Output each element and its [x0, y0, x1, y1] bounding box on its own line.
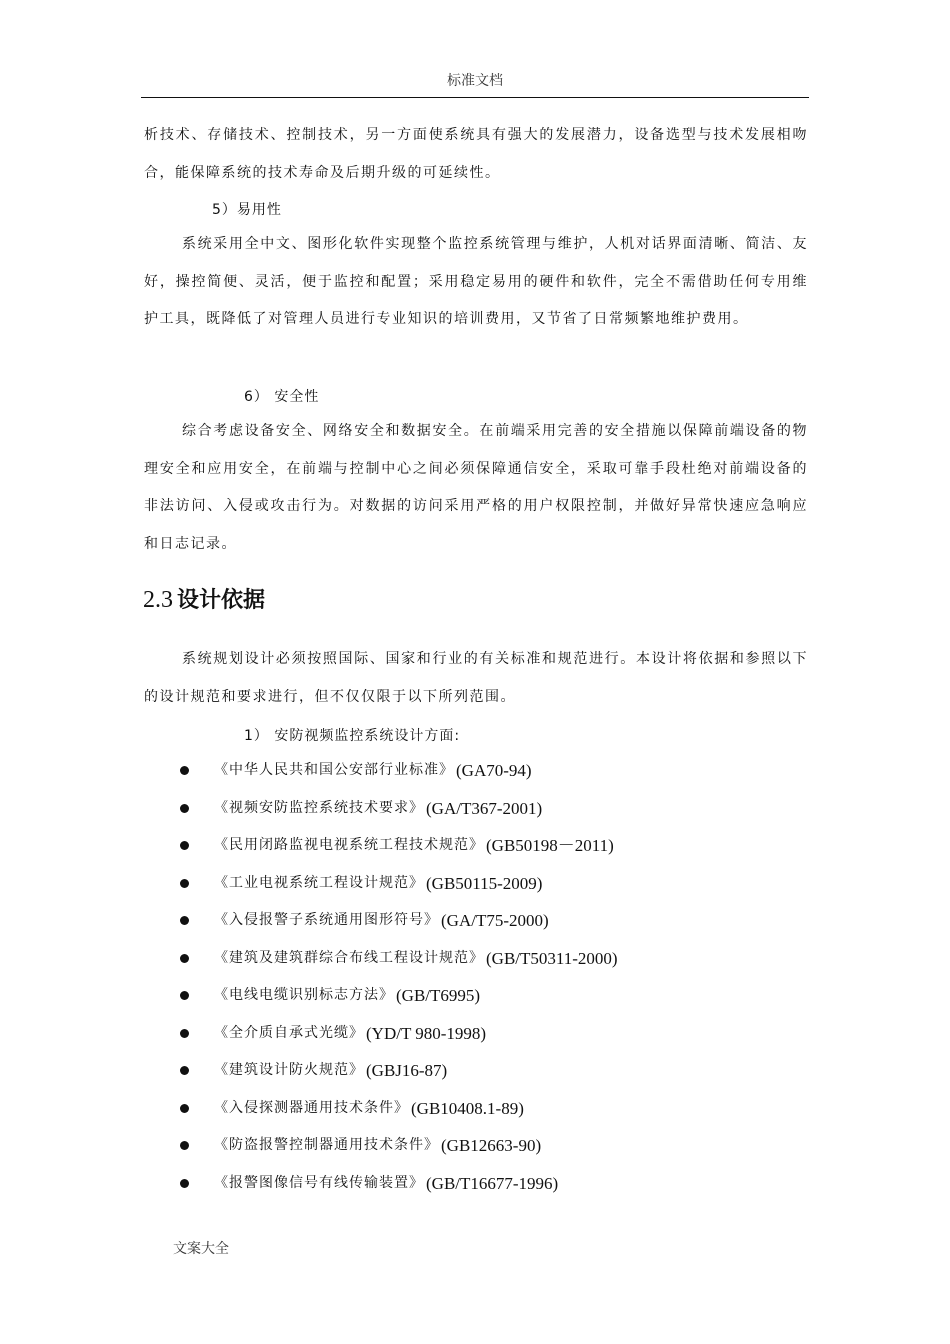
list-item: [180, 977, 618, 1015]
list-item: [180, 865, 618, 903]
standard-name: 《入侵探测器通用技术条件》: [214, 1099, 409, 1116]
standard-code: (GB50115-2009): [426, 873, 543, 893]
bullet-icon: [180, 1066, 189, 1075]
standard-name: 《建筑及建筑群综合布线工程设计规范》: [214, 949, 484, 966]
standard-code: (GB/T50311-2000): [486, 948, 618, 968]
list-item: [180, 1165, 618, 1203]
section-number: 2.3: [143, 587, 173, 613]
bullet-icon: [180, 879, 189, 888]
list-item: [180, 1052, 618, 1090]
standard-code: (GB12663-90): [441, 1136, 542, 1155]
standard-code: (GA/T75-2000): [441, 911, 549, 930]
bullet-icon: [180, 991, 189, 1000]
standard-code: (GA70-94): [456, 761, 532, 780]
bullet-icon: [180, 1029, 189, 1038]
bullet-icon: [180, 954, 189, 963]
list-item: [180, 827, 618, 865]
standard-name: 《全介质自承式光缆》: [214, 1024, 364, 1041]
section-title: 设计依据: [177, 588, 266, 613]
standard-code: (GA/T367-2001): [426, 798, 543, 818]
list-item: [180, 752, 618, 790]
standards-list: [180, 752, 618, 1202]
standard-code: (GB50198－2011): [486, 836, 614, 855]
bullet-icon: [180, 916, 189, 925]
item-5-label: 5）易用性: [212, 202, 282, 218]
subsection-1-label: 1） 安防视频监控系统设计方面:: [244, 728, 461, 744]
bullet-icon: [180, 766, 189, 775]
standard-name: 《电线电缆识别标志方法》: [214, 987, 394, 1003]
item-5-body: 系统采用全中文、图形化软件实现整个监控系统管理与维护，人机对话界面清晰、简洁、友好，操控简便、灵活，便于监控和配置；采用稳定易用的硬件和软件，完全不需借助任何专用维护工具，既降低了对管理人员进行专业知识的培训费用，又节省了日常频繁地维护费用。: [144, 236, 808, 327]
list-item: [180, 940, 618, 978]
standard-code: (GB10408.1-89): [411, 1098, 524, 1118]
section-heading: [143, 583, 265, 614]
item-6-body: 综合考虑设备安全、网络安全和数据安全。在前端采用完善的安全措施以保障前端设备的物理安全和应用安全，在前端与控制中心之间必须保障通信安全，采取可靠手段杜绝对前端设备的非法访问、入侵或攻击行为。对数据的访问采用严格的用户权限控制，并做好异常快速应急响应和日志记录。: [144, 423, 808, 552]
standard-name: 《建筑设计防火规范》: [214, 1062, 364, 1078]
standard-name: 《入侵报警子系统通用图形符号》: [214, 912, 439, 928]
standard-code: (YD/T 980-1998): [366, 1023, 487, 1043]
section-intro: 系统规划设计必须按照国际、国家和行业的有关标准和规范进行。本设计将依据和参照以下的设计规范和要求进行，但不仅仅限于以下所列范围。: [144, 651, 808, 705]
standard-code: (GBJ16-87): [366, 1061, 448, 1080]
page-footer: 文案大全: [173, 1241, 229, 1257]
list-item: [180, 790, 618, 828]
standard-name: 《视频安防监控系统技术要求》: [214, 799, 424, 816]
standard-name: 《工业电视系统工程设计规范》: [214, 874, 424, 891]
standard-name: 《中华人民共和国公安部行业标准》: [214, 762, 454, 778]
bullet-icon: [180, 1141, 189, 1150]
list-item: [180, 1127, 618, 1165]
standard-code: (GB/T16677-1996): [426, 1173, 559, 1193]
standard-name: 《民用闭路监视电视系统工程技术规范》: [214, 837, 484, 853]
item-6-label: 6） 安全性: [244, 389, 320, 405]
bullet-icon: [180, 841, 189, 850]
header-divider: [141, 97, 809, 98]
page-header: 标准文档: [447, 73, 503, 89]
bullet-icon: [180, 804, 189, 813]
standard-name: 《报警图像信号有线传输装置》: [214, 1174, 424, 1191]
standard-code: (GB/T6995): [396, 986, 481, 1005]
bullet-icon: [180, 1104, 189, 1113]
list-item: [180, 1015, 618, 1053]
list-item: [180, 1090, 618, 1128]
list-item: [180, 902, 618, 940]
paragraph-continuation: 析技术、存储技术、控制技术，另一方面使系统具有强大的发展潜力，设备选型与技术发展相吻合，能保障系统的技术寿命及后期升级的可延续性。: [144, 127, 808, 181]
standard-name: 《防盗报警控制器通用技术条件》: [214, 1137, 439, 1153]
bullet-icon: [180, 1179, 189, 1188]
